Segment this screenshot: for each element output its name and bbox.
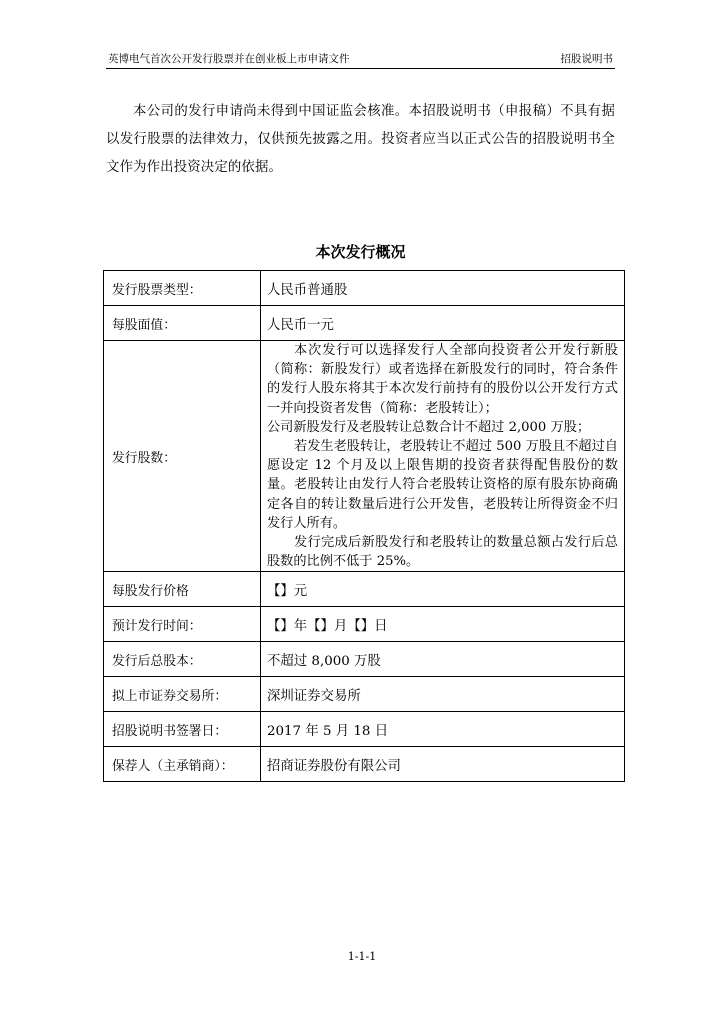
row-label: 每股发行价格	[104, 572, 261, 607]
page-number: 1-1-1	[347, 950, 377, 963]
row-value	[261, 341, 625, 572]
row-label: 预计发行时间：	[104, 607, 261, 642]
page-header	[106, 50, 615, 69]
row-value: 招商证券股份有限公司	[261, 747, 625, 782]
table-row	[104, 572, 625, 607]
row-value: 深圳证券交易所	[261, 677, 625, 712]
row-label: 拟上市证券交易所：	[104, 677, 261, 712]
shares-paragraph: 本次发行可以选择发行人全部向投资者公开发行新股（简称：新股发行）或者选择在新股发行的同时，符合条件的发行人股东将其于本次发行前持有的股份以公开发行方式一并向投资者发售（简称：老股转让）；	[267, 343, 618, 416]
row-value: 不超过 8,000 万股	[261, 642, 625, 677]
table-row	[104, 306, 625, 341]
shares-paragraph: 发行完成后新股发行和老股转让的数量总额占发行后总股数的比例不低于 25%。	[267, 535, 618, 570]
row-label: 招股说明书签署日：	[104, 712, 261, 747]
table-row	[104, 712, 625, 747]
disclaimer-notice: 本公司的发行申请尚未得到中国证监会核准。本招股说明书（申报稿）不具有据以发行股票的法律效力，仅供预先披露之用。投资者应当以正式公告的招股说明书全文作为作出投资决定的依据。	[106, 104, 615, 175]
section-title: 本次发行概况	[315, 243, 406, 261]
shares-paragraph: 若发生老股转让，老股转让不超过 500 万股且不超过自愿设定 12 个月及以上限售期的投资者获得配售股份的数量。老股转让由发行人符合老股转让资格的原有股东协商确定各自的转让数量后进行公开发售，老股转让所得资金不归发行人所有。	[267, 439, 618, 531]
table-row	[104, 642, 625, 677]
row-label: 每股面值：	[104, 306, 261, 341]
table-row	[104, 677, 625, 712]
header-document-name: 英博电气首次公开发行股票并在创业板上市申请文件	[108, 53, 350, 65]
row-value: 2017 年 5 月 18 日	[261, 712, 625, 747]
header-document-type: 招股说明书	[560, 53, 613, 65]
table-row	[104, 747, 625, 782]
row-value: 【】年【】月【】日	[261, 607, 625, 642]
row-value: 人民币一元	[261, 306, 625, 341]
row-label: 发行股票类型：	[104, 271, 261, 306]
row-value: 人民币普通股	[261, 271, 625, 306]
table-row	[104, 607, 625, 642]
table-row	[104, 271, 625, 306]
row-label: 保荐人（主承销商）：	[104, 747, 261, 782]
row-value: 【】元	[261, 572, 625, 607]
row-label: 发行后总股本：	[104, 642, 261, 677]
offering-overview-table	[103, 270, 625, 782]
shares-paragraph: 公司新股发行及老股转让总数合计不超过 2,000 万股；	[267, 419, 591, 435]
row-label: 发行股数：	[104, 341, 261, 572]
table-row	[104, 341, 625, 572]
